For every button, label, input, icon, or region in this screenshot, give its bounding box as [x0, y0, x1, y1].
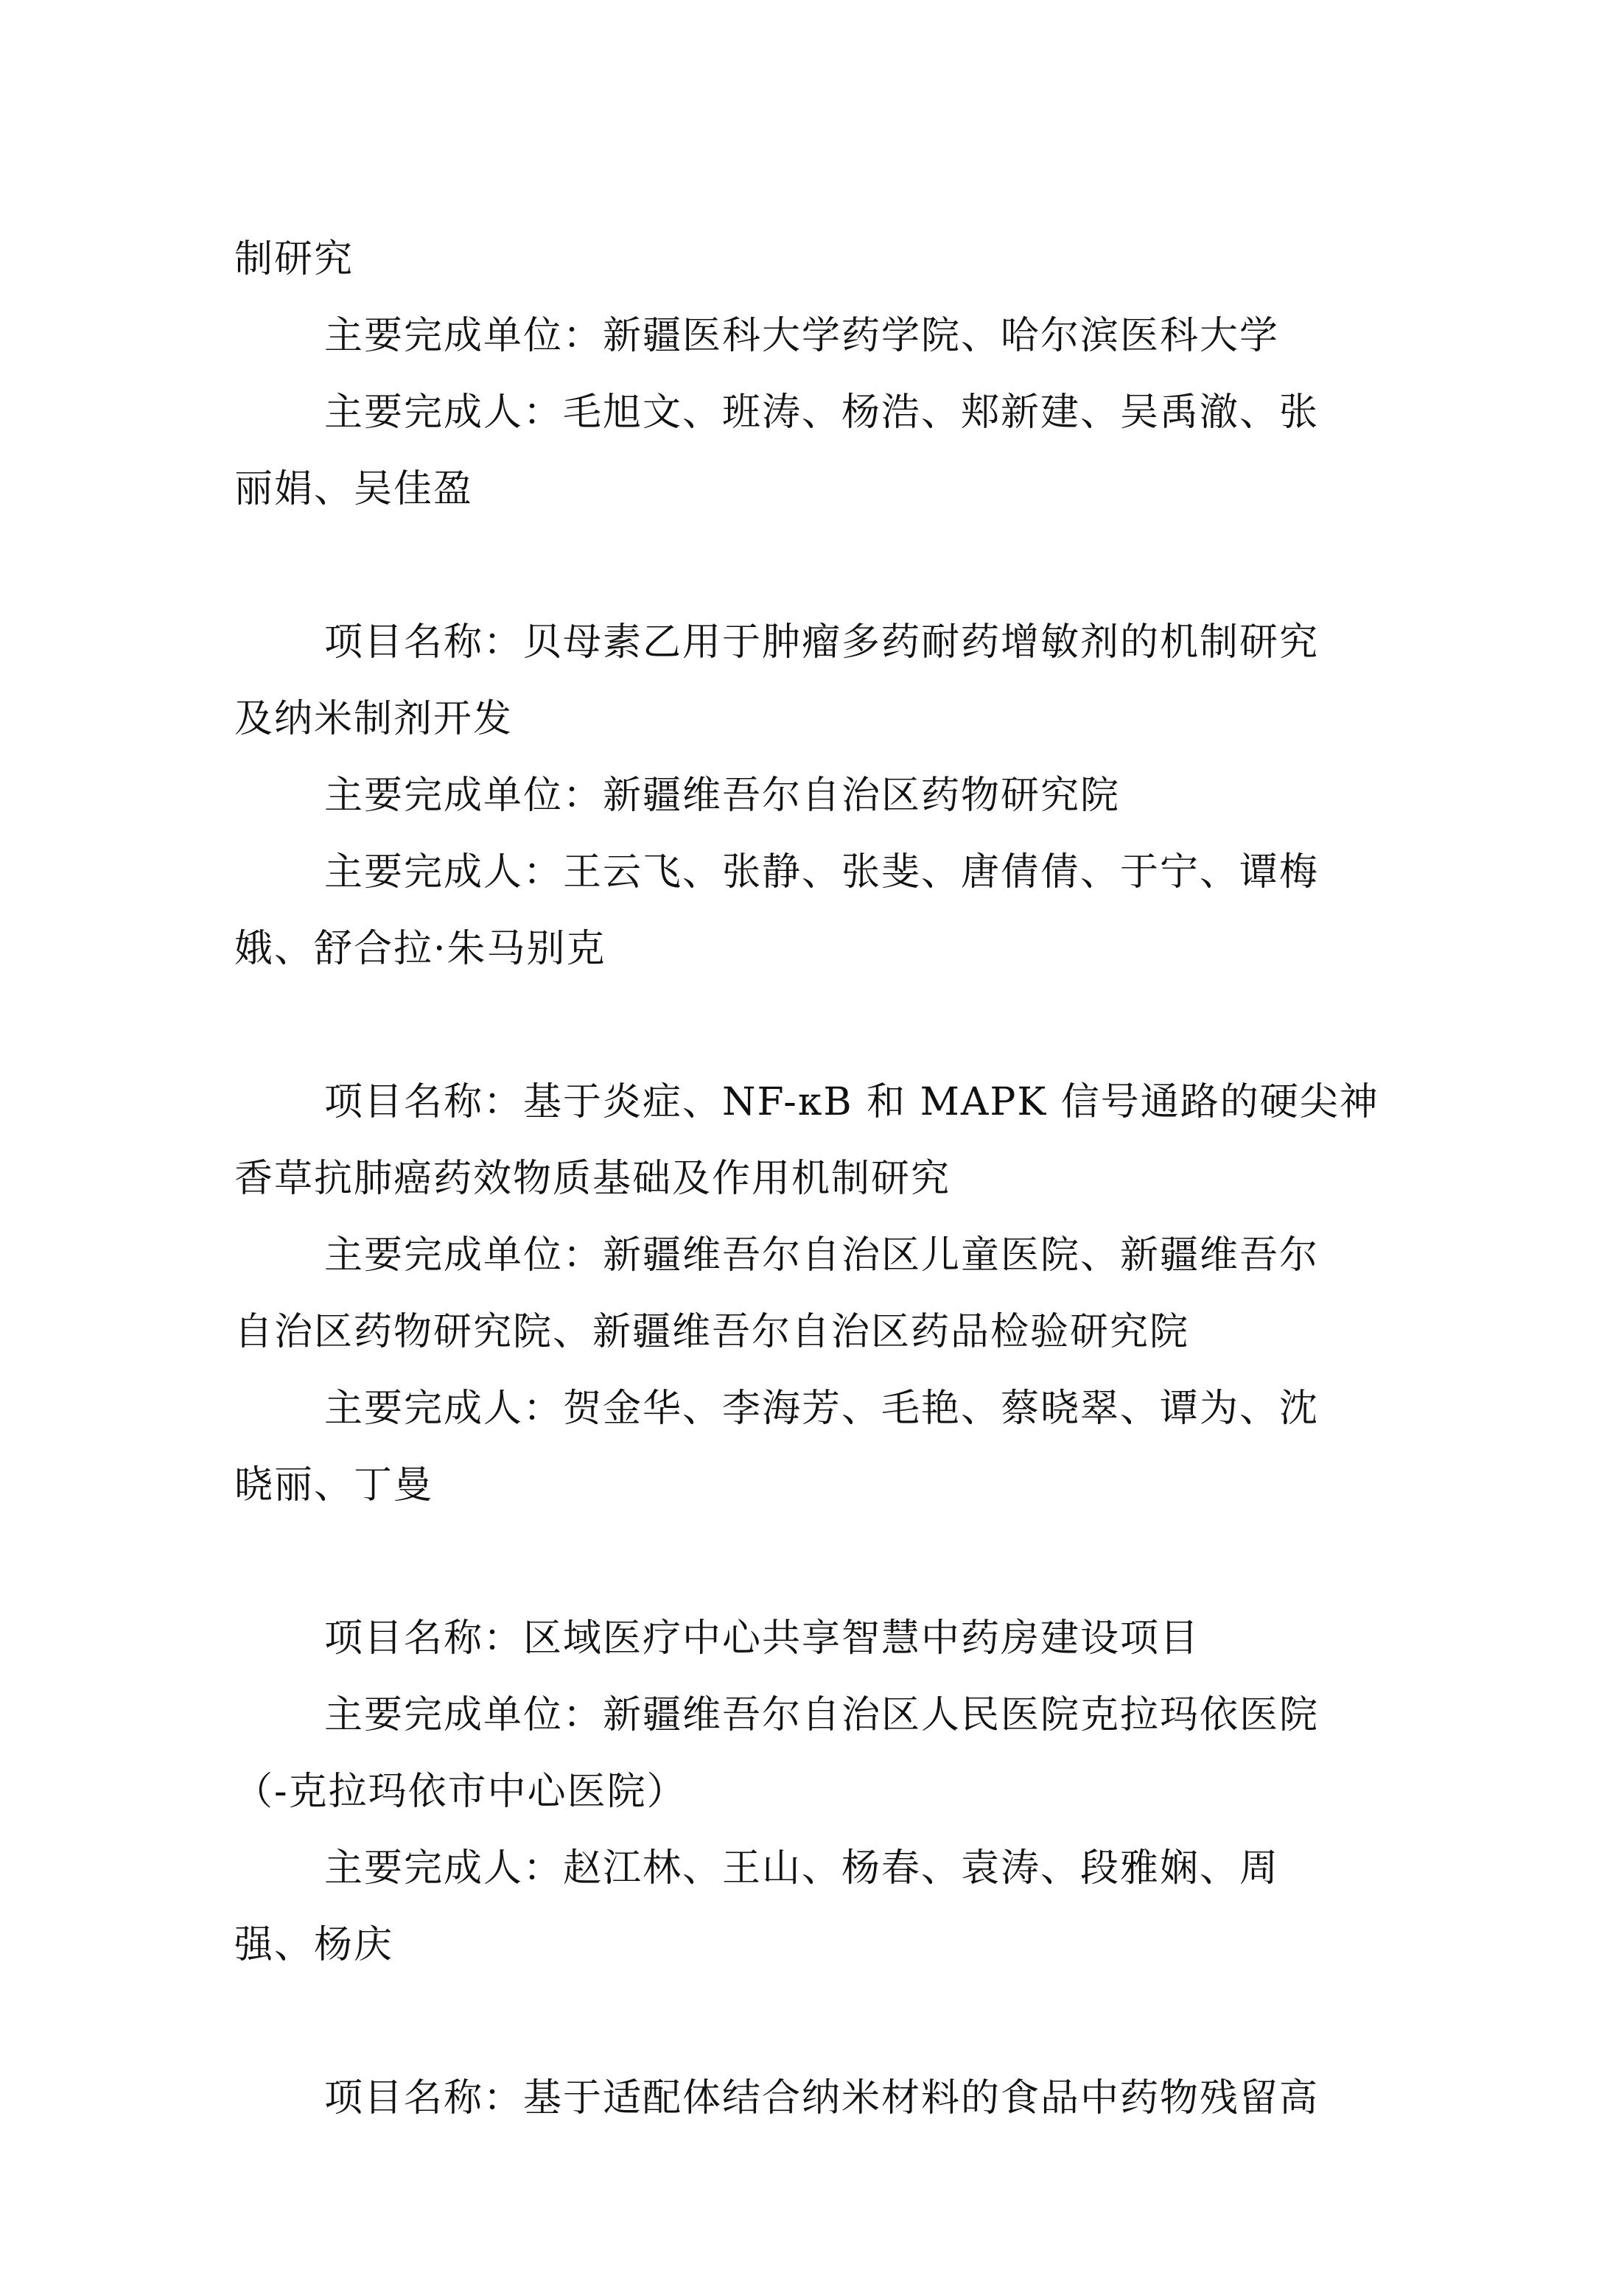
- entry-separator: [234, 1983, 1457, 2060]
- completion-people: [234, 1370, 1457, 1447]
- title-label: 项目名称：: [324, 1616, 524, 1661]
- title-value: 基于适配体结合纳米材料的食品中药物残留高: [523, 2076, 1320, 2120]
- completion-unit-continuation: 自治区药物研究院、新疆维吾尔自治区药品检验研究院: [234, 1310, 1190, 1354]
- document-page: [234, 221, 1457, 2137]
- project-title: [234, 2060, 1457, 2137]
- completion-people-continuation: 强、杨庆: [234, 1923, 394, 1967]
- unit-value: 新疆维吾尔自治区药物研究院: [603, 774, 1121, 818]
- title-value: 区域医疗中心共享智慧中药房建设项目: [523, 1616, 1200, 1661]
- completion-unit: [234, 1217, 1457, 1294]
- completion-unit: [234, 298, 1457, 374]
- project-title: [234, 1600, 1457, 1677]
- title-label: 项目名称：: [324, 1080, 524, 1124]
- people-label: 主要完成人：: [324, 1846, 564, 1891]
- completion-people-continuation: 丽娟、吴佳盈: [234, 467, 474, 511]
- project-title: [234, 604, 1457, 681]
- unit-label: 主要完成单位：: [324, 774, 603, 818]
- completion-people: [234, 1830, 1457, 1907]
- title-label: 项目名称：: [324, 620, 524, 665]
- people-value: 王云飞、张静、张斐、唐倩倩、于宁、谭梅: [563, 850, 1320, 894]
- project-title-continuation: 香草抗肺癌药效物质基础及作用机制研究: [234, 1157, 951, 1201]
- people-label: 主要完成人：: [324, 390, 564, 435]
- unit-label: 主要完成单位：: [324, 1233, 603, 1278]
- entry-separator: [234, 987, 1457, 1064]
- project-title: [234, 1064, 1457, 1140]
- people-value: 毛旭文、班涛、杨浩、郏新建、吴禹澈、张: [563, 390, 1320, 435]
- title-label: 项目名称：: [324, 2076, 524, 2120]
- title-value: 基于炎症、NF-κB 和 MAPK 信号通路的硬尖神: [523, 1080, 1379, 1124]
- entry-separator: [234, 1524, 1457, 1600]
- people-value: 赵江林、王山、杨春、袁涛、段雅娴、周: [563, 1846, 1280, 1891]
- completion-people-continuation: 娥、舒合拉·朱马别克: [234, 927, 606, 971]
- people-value: 贺金华、李海芳、毛艳、蔡晓翠、谭为、沈: [563, 1387, 1320, 1431]
- completion-people: [234, 834, 1457, 911]
- completion-unit: [234, 1677, 1457, 1753]
- completion-unit: [234, 757, 1457, 834]
- title-value: 贝母素乙用于肿瘤多药耐药增敏剂的机制研究: [523, 620, 1320, 665]
- unit-value: 新疆医科大学药学院、哈尔滨医科大学: [603, 314, 1280, 358]
- people-label: 主要完成人：: [324, 850, 564, 894]
- unit-value: 新疆维吾尔自治区儿童医院、新疆维吾尔: [603, 1233, 1320, 1278]
- unit-label: 主要完成单位：: [324, 314, 603, 358]
- completion-people: [234, 374, 1457, 451]
- project-title-continuation: 制研究: [234, 237, 354, 281]
- project-title-continuation: 及纳米制剂开发: [234, 697, 514, 741]
- completion-people-continuation: 晓丽、丁曼: [234, 1463, 434, 1507]
- unit-value: 新疆维吾尔自治区人民医院克拉玛依医院: [603, 1693, 1320, 1737]
- unit-label: 主要完成单位：: [324, 1693, 603, 1737]
- entry-separator: [234, 528, 1457, 604]
- completion-unit-continuation: （-克拉玛依市中心医院）: [234, 1770, 687, 1814]
- people-label: 主要完成人：: [324, 1387, 564, 1431]
